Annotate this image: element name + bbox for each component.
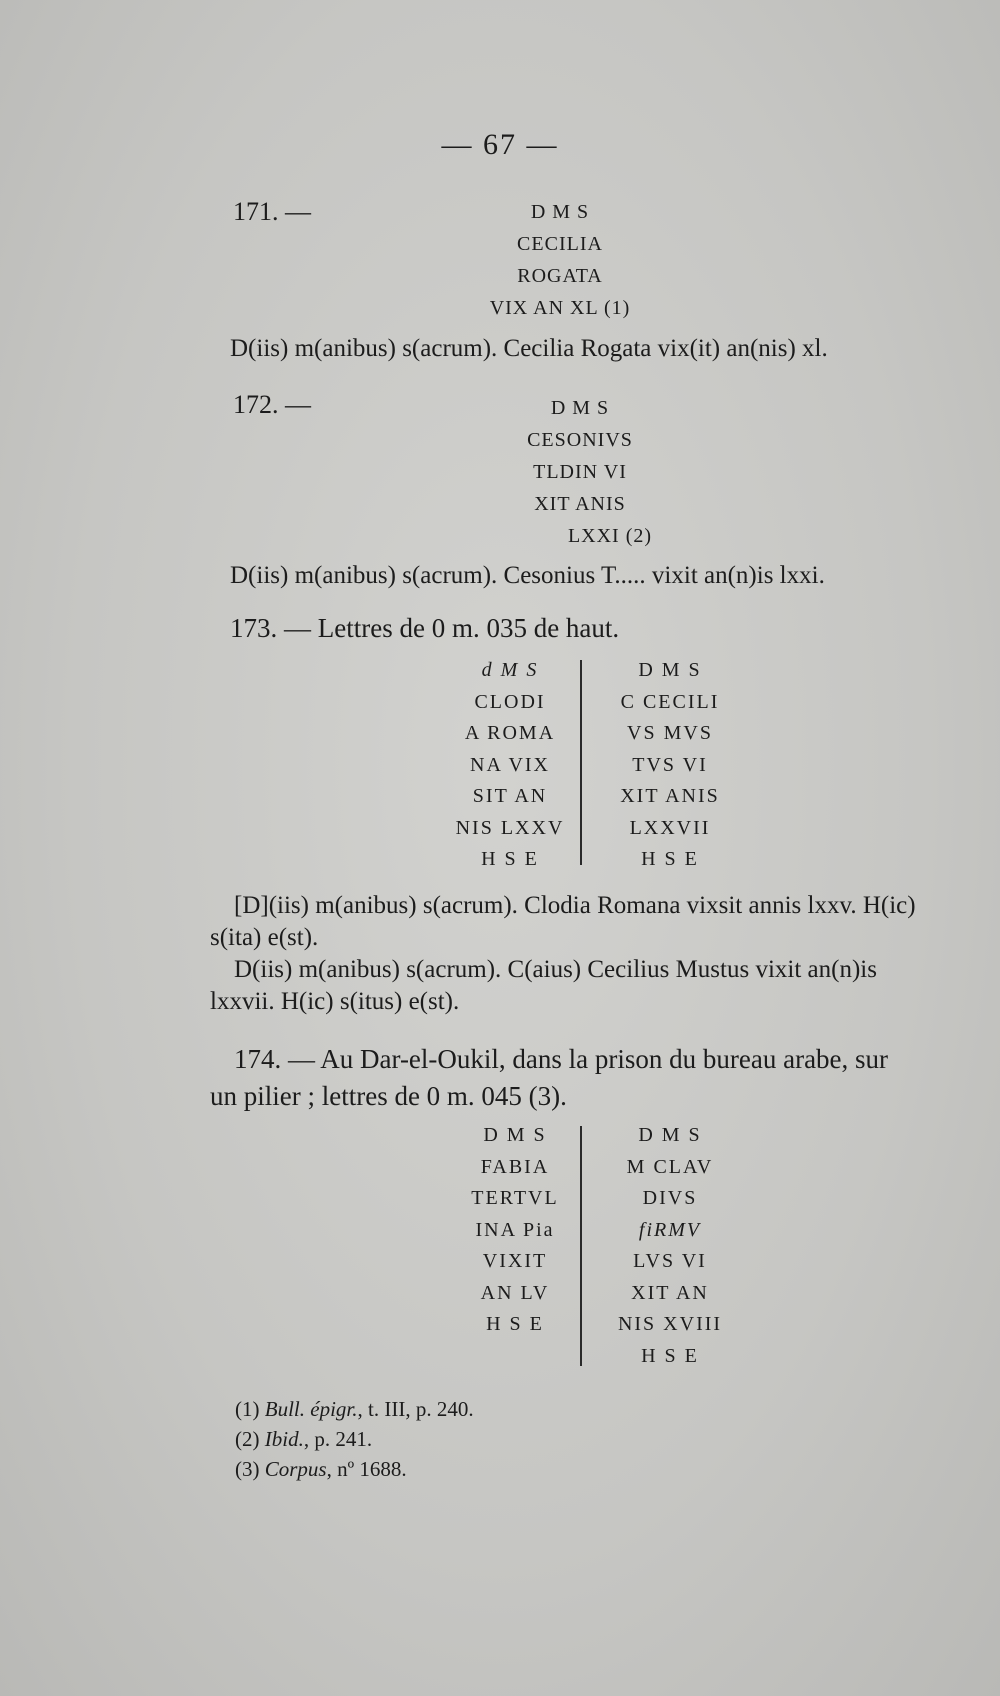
footnote-1 <box>235 1395 474 1423</box>
inscription-174-left <box>440 1120 590 1341</box>
inscription-line: TVS VI <box>632 753 708 776</box>
inscription-line: D M S <box>638 659 702 681</box>
footnote-number: (3) <box>235 1457 260 1481</box>
footnote-reference: Corpus <box>264 1457 327 1481</box>
footnote-text: , nº 1688. <box>326 1457 407 1481</box>
inscription-line: NIS LXXV <box>455 816 565 839</box>
inscription-171 <box>440 196 680 324</box>
inscription-line: ROGATA <box>517 265 603 287</box>
inscription-line: TLDIN VI <box>533 461 627 483</box>
footnote-number: (2) <box>235 1427 260 1451</box>
inscription-line: fiRMV <box>638 1218 702 1241</box>
inscription-line: H S E <box>486 1313 544 1335</box>
inscription-line: CECILIA <box>517 233 603 255</box>
inscription-174-right <box>595 1120 745 1372</box>
inscription-line: NIS XVIII <box>617 1313 723 1335</box>
inscription-line: DIVS <box>642 1187 698 1209</box>
inscription-173-right <box>595 655 745 876</box>
inscription-line: d M S <box>481 659 539 681</box>
inscription-line: M CLAV <box>626 1155 714 1178</box>
column-divider <box>580 660 582 865</box>
inscription-line: CESONIVS <box>527 429 633 451</box>
translation-173b-line1: D(iis) m(anibus) s(acrum). C(aius) Cecilius Mustus vixit an(n)is <box>234 956 877 983</box>
entry-173-heading: 173. — Lettres de 0 m. 035 de haut. <box>230 613 620 643</box>
inscription-line: XIT ANIS <box>534 493 626 515</box>
footnote-2 <box>235 1425 372 1453</box>
inscription-line: SIT AN <box>472 785 548 807</box>
inscription-line: H S E <box>641 1344 699 1367</box>
inscription-line: INA Pia <box>475 1218 555 1241</box>
footnote-reference: Bull. épigr. <box>264 1397 358 1421</box>
inscription-line: XIT AN <box>631 1281 709 1304</box>
inscription-line: AN LV <box>480 1281 550 1304</box>
entry-174-heading-line1: 174. — Au Dar-el-Oukil, dans la prison du bureau arabe, sur <box>234 1044 889 1074</box>
footnote-text: , t. III, p. 240. <box>357 1397 474 1421</box>
translation-173a-line1: [D](iis) m(anibus) s(acrum). Clodia Romana vixsit annis lxxv. H(ic) <box>234 892 916 919</box>
inscription-line: D M S <box>483 1124 547 1146</box>
translation-173a-line2: s(ita) e(st). <box>210 924 319 951</box>
inscription-line: VS MVS <box>627 722 713 744</box>
inscription-line: A ROMA <box>464 722 556 744</box>
inscription-line: C CECILI <box>620 690 720 713</box>
inscription-line: TERTVL <box>471 1187 559 1209</box>
inscription-line: XIT ANIS <box>620 785 720 807</box>
inscription-line: D M S <box>638 1124 702 1146</box>
entry-171-number: 171. — <box>233 197 311 226</box>
entry-174-heading-line2: un pilier ; lettres de 0 m. 045 (3). <box>210 1081 567 1111</box>
inscription-line: LVS VI <box>633 1250 707 1272</box>
page-number: — 67 — <box>441 128 559 161</box>
column-divider <box>580 1126 582 1366</box>
footnote-text: , p. 241. <box>303 1427 373 1451</box>
inscription-line: CLODI <box>474 690 546 713</box>
inscription-173-left <box>425 655 595 876</box>
inscription-line: NA VIX <box>470 753 550 776</box>
inscription-line: LXXI (2) <box>567 525 653 547</box>
inscription-line: LXXVII <box>629 816 711 839</box>
inscription-line: H S E <box>481 848 539 870</box>
footnote-reference: Ibid. <box>264 1427 304 1451</box>
inscription-line: D M S <box>550 397 610 419</box>
inscription-line: VIXIT <box>482 1250 548 1272</box>
translation-173b-line2: lxxvii. H(ic) s(itus) e(st). <box>210 988 460 1015</box>
inscription-line: VIX AN XL (1) <box>489 297 631 319</box>
translation-172: D(iis) m(anibus) s(acrum). Cesonius T..... vixit an(n)is lxxi. <box>230 562 825 589</box>
footnote-3 <box>235 1455 407 1483</box>
inscription-line: FABIA <box>480 1155 550 1178</box>
inscription-line: H S E <box>641 848 699 870</box>
footnote-number: (1) <box>235 1397 260 1421</box>
inscription-172 <box>460 392 700 552</box>
entry-172-number: 172. — <box>233 390 311 419</box>
inscription-line: D M S <box>530 201 590 223</box>
translation-171: D(iis) m(anibus) s(acrum). Cecilia Rogata vix(it) an(nis) xl. <box>230 335 828 362</box>
